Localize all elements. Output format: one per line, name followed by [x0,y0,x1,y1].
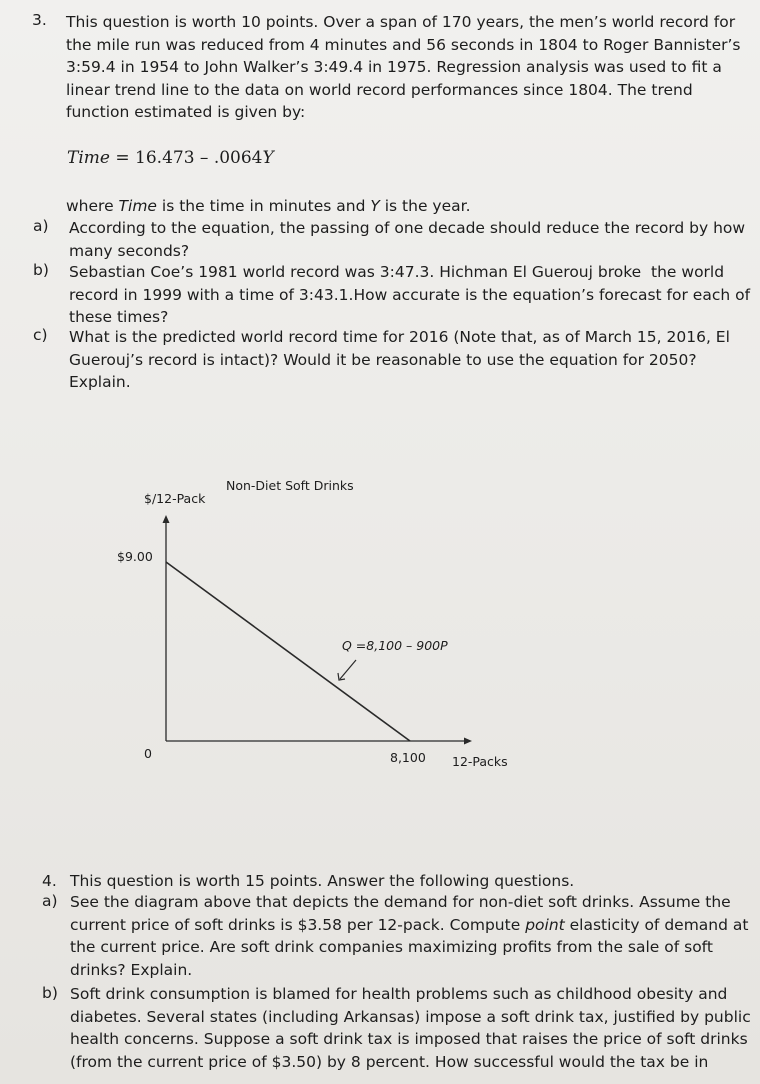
y-axis-label: $/12-Pack [144,491,206,506]
text-line: Sebastian Coe’s 1981 world record was 3:47.3. Hichman El Guerouj broke the world [69,263,725,281]
text-line: record in 1999 with a time of 3:43.1.How accurate is the equation’s forecast for each of [69,285,751,304]
x-intercept-label: 8,100 [390,750,426,765]
pointer-arrow [340,660,356,679]
text-line: the mile run was reduced from 4 minutes and 56 seconds in 1804 to Roger Bannister’s [66,35,741,54]
text-line: 3:59.4 in 1954 to John Walker’s 3:49.4 in 1975. Regression analysis was used to fit a [66,58,722,76]
x-axis-arrowhead [464,738,472,745]
text-span: current price of soft drinks is $3.58 per 12-pack. Compute [70,915,526,934]
question-4-intro: This question is worth 15 points. Answer the following questions. [70,872,575,890]
equation-lhs: Time [67,148,110,168]
text-line: health concerns. Suppose a soft drink tax is imposed that raises the price of soft drinks [70,1030,748,1048]
text-line [70,914,748,937]
origin-label: 0 [144,746,152,761]
equation-coefficient: .0064 [213,148,263,168]
where-text-post: is the year. [379,197,471,215]
where-y-word: Y [370,197,380,215]
part-4a-label: a) [42,892,58,910]
text-line: According to the equation, the passing of one decade should reduce the record by how [69,219,746,237]
equation-equals: = [109,148,136,168]
text-line: See the diagram above that depicts the demand for non-diet soft drinks. Assume the [70,893,731,911]
equation-variable: Y [262,148,274,168]
text-line: Soft drink consumption is blamed for health problems such as childhood obesity and [70,985,728,1003]
text-span: elasticity of demand at [564,915,749,934]
part-3b-label: b) [33,261,49,279]
part-3c-label: c) [33,326,48,344]
y-intercept-label: $9.00 [117,549,153,564]
text-line: the current price. Are soft drink companies maximizing profits from the sale of soft [70,938,713,956]
where-text: where [66,197,119,215]
text-line: these times? [69,308,169,326]
where-text-mid: is the time in minutes and [156,197,371,215]
text-line: (from the current price of $3.50) by 8 percent. How successful would the tax be in [70,1052,709,1071]
part-3a-label: a) [33,217,49,235]
equation-constant: 16.473 [135,148,195,168]
text-line: What is the predicted world record time for 2016 (Note that, as of March 15, 2016, El [69,328,730,346]
question-4-number: 4. [42,872,57,890]
x-axis-label: 12-Packs [452,754,508,769]
part-4b-label: b) [42,984,58,1002]
diagram-title: Non-Diet Soft Drinks [226,478,354,493]
text-line: Guerouj’s record is intact)? Would it be reasonable to use the equation for 2050? [69,350,697,369]
text-line: drinks? Explain. [70,960,193,979]
where-time-word: Time [118,197,157,215]
text-line: function estimated is given by: [66,103,306,121]
equation-minus: – [194,148,214,168]
emphasis-point: point [525,915,565,934]
question-3-number: 3. [32,11,47,29]
part-4b-text [70,983,751,1073]
demand-equation-label: Q =8,100 – 900P [342,638,448,653]
text-line: linear trend line to the data on world record performances since 1804. The trend [66,80,693,99]
text-line: Explain. [69,373,131,391]
y-axis-arrowhead [163,515,170,523]
text-line: This question is worth 10 points. Over a span of 170 years, the men’s world record for [66,13,736,31]
part-4a-text [70,891,748,981]
demand-line [166,562,410,741]
text-line: many seconds? [69,241,190,260]
text-line: diabetes. Several states (including Arkansas) impose a soft drink tax, justified by public [70,1007,751,1026]
